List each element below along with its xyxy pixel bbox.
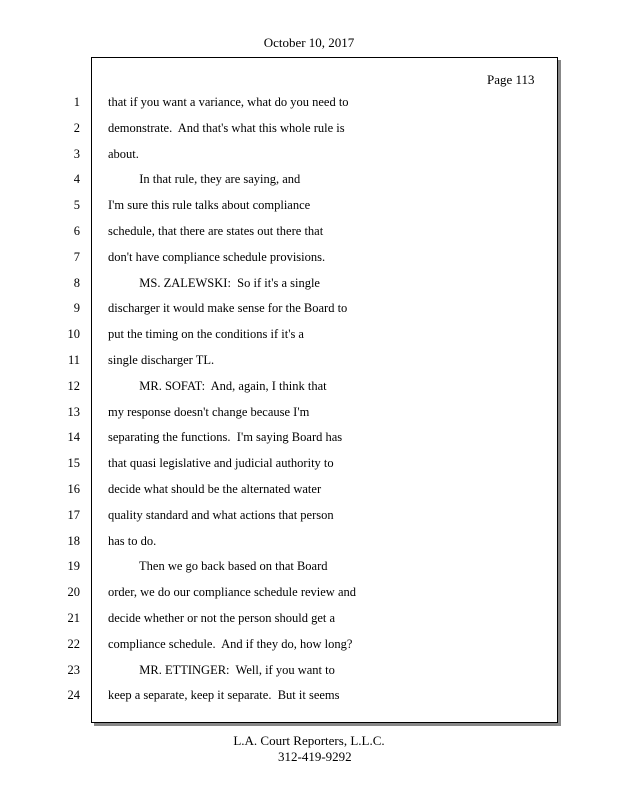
transcript-line [0,198,618,224]
transcript-line [0,482,618,508]
line-number: 12 [67,378,80,393]
line-number: 9 [73,301,80,316]
line-number: 6 [73,224,80,238]
line-number: 14 [67,430,80,445]
line-number: 5 [73,198,80,213]
transcript-line [0,327,618,353]
line-number: 7 [73,249,80,264]
line-number: 21 [67,611,80,625]
transcript-line [0,637,618,663]
line-text: single discharger TL. [108,353,215,367]
transcript-line [0,430,618,456]
line-number: 24 [67,688,80,703]
line-number: 2 [73,120,80,135]
line-number: 19 [67,559,80,574]
line-number: 1 [73,95,80,109]
line-number: 16 [67,482,80,496]
line-text: put the timing on the conditions if it's a [108,327,304,342]
line-text: has to do. [108,533,157,548]
line-number: 11 [67,353,80,367]
line-text: compliance schedule. And if they do, how long? [108,636,353,651]
transcript-line [0,405,618,431]
transcript-line [0,172,618,198]
line-text: MR. ETTINGER: Well, if you want to [108,662,335,677]
transcript-line [0,585,618,611]
line-text: keep a separate, keep it separate. But it seems [108,688,340,703]
line-number: 18 [67,533,80,548]
transcript-line [0,95,618,121]
line-text: Then we go back based on that Board [108,559,328,574]
transcript-line [0,534,618,560]
line-text: MS. ZALEWSKI: So if it's a single [108,275,320,290]
line-number: 4 [73,172,80,187]
footer-phone: 312-419-9292 [278,749,352,764]
line-text: separating the functions. I'm saying Board has [108,430,343,445]
line-text: quality standard and what actions that person [108,507,334,522]
line-text: schedule, that there are states out there that [108,224,324,238]
line-text: discharger it would make sense for the Board to [108,301,348,316]
transcript-line [0,121,618,147]
line-text: decide whether or not the person should get a [108,611,336,625]
page-number: Page 113 [487,72,535,87]
transcript-line [0,688,618,714]
transcript-line [0,456,618,482]
line-text: that if you want a variance, what do you need to [108,95,349,109]
line-number: 15 [67,456,80,471]
line-number: 20 [67,585,80,600]
transcript-line [0,379,618,405]
line-number: 8 [73,275,80,290]
line-text: decide what should be the alternated water [108,482,322,496]
line-text: In that rule, they are saying, and [108,172,301,187]
line-number: 10 [67,327,80,342]
header-date: October 10, 2017 [263,35,355,50]
transcript-line [0,508,618,534]
line-text: my response doesn't change because I'm [108,404,310,419]
line-text: order, we do our compliance schedule review and [108,585,357,600]
line-text: demonstrate. And that's what this whole rule is [108,120,345,135]
line-number: 23 [67,662,80,677]
transcript-line [0,611,618,637]
transcript-line [0,276,618,302]
line-number: 22 [67,636,80,651]
transcript-line [0,559,618,585]
line-number: 17 [67,507,80,522]
line-text: MR. SOFAT: And, again, I think that [108,378,327,393]
transcript-line [0,147,618,173]
transcript-line [0,224,618,250]
footer-company: L.A. Court Reporters, L.L.C. [233,733,385,748]
line-text: that quasi legislative and judicial authority to [108,456,334,471]
transcript-line [0,663,618,689]
line-number: 3 [73,146,80,161]
transcript-line [0,250,618,276]
transcript-line [0,301,618,327]
line-number: 13 [67,404,80,419]
line-text: I'm sure this rule talks about compliance [108,198,311,213]
line-text: about. [108,146,139,161]
transcript-line [0,353,618,379]
line-text: don't have compliance schedule provisions. [108,249,326,264]
